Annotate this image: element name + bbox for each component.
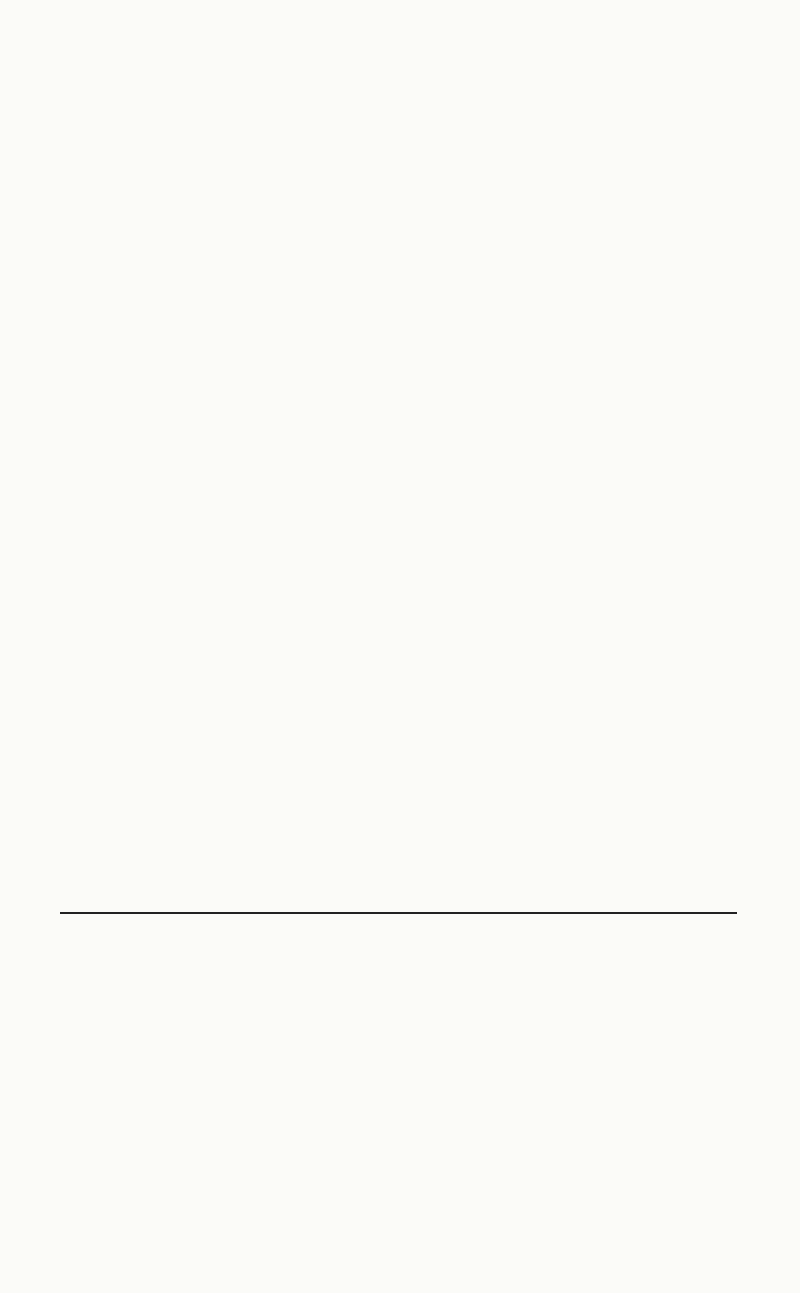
section-divider — [60, 912, 737, 914]
persons-displaced-clip — [0, 1208, 800, 1293]
